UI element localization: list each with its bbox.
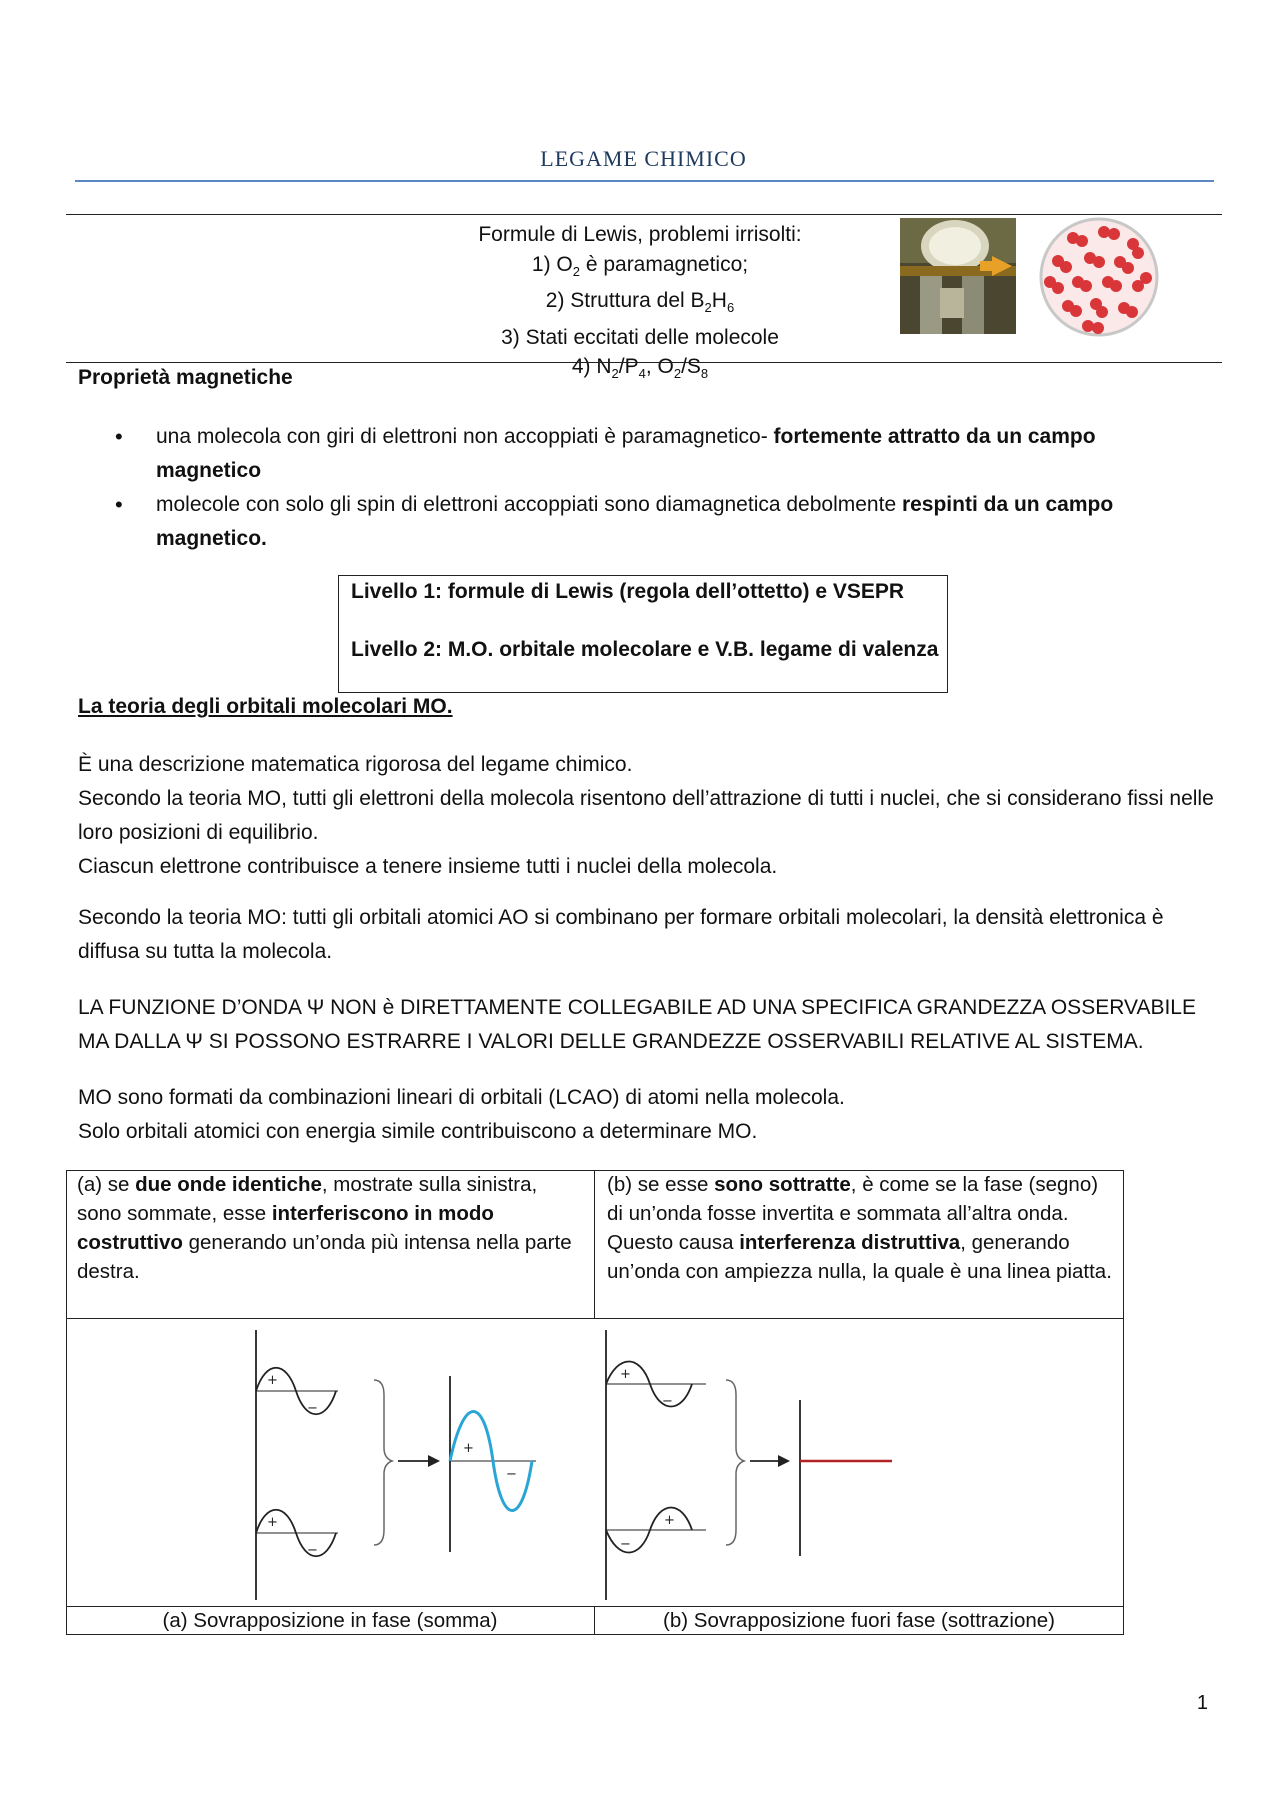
minus-sign: − <box>307 1401 318 1416</box>
intro-item-4: 4) $N_2/P_4$, $O_2/S_8$ <box>571 355 709 382</box>
constructive-interference-diagram <box>256 1330 536 1600</box>
level-1-text: Livello 1: formule di Lewis (regola dell’ottetto) e VSEPR <box>351 580 905 603</box>
table-caption-divider <box>66 1606 1124 1607</box>
intro-item-3: 3) Stati eccitati delle molecole <box>501 325 779 349</box>
list-item: • molecole con solo gli spin di elettroni accoppiati sono diamagnetica debolmente respinti da un campo magnetico. <box>78 488 1178 556</box>
level-2-text: Livello 2: M.O. orbitale molecolare e V.B. legame di valenza <box>351 638 939 661</box>
plus-sign: + <box>664 1513 675 1528</box>
interference-diagram <box>66 1320 1124 1606</box>
liquid-oxygen-photo <box>900 218 1016 334</box>
list-item: • una molecola con giri di elettroni non accoppiati è paramagnetico- fortemente attratto da un campo magnetico <box>78 420 1178 488</box>
title-rule <box>75 180 1214 182</box>
intro-bottom-rule <box>66 362 1222 363</box>
mo-p1-line1: È una descrizione matematica rigorosa del legame chimico. <box>78 753 633 776</box>
intro-heading: Formule di Lewis, problemi irrisolti: <box>478 223 802 246</box>
mo-p4-line1: MO sono formati da combinazioni lineari di orbitali (LCAO) di atomi nella molecola. <box>78 1086 845 1109</box>
levels-box <box>338 575 948 693</box>
table-row-divider <box>66 1318 1124 1319</box>
intro-list <box>380 220 900 389</box>
page-number: 1 <box>1196 1692 1208 1714</box>
cell-b-description: (b) se esse sono sottratte, è come se la fase (segno) di un’onda fosse invertita e sommata all’altra onda. Questo causa interferenza distruttiva, generando un’onda con ampiezza nulla, la quale è una linea piatta. <box>607 1173 1112 1283</box>
mo-p1-line3: Ciascun elettrone contribuisce a tenere insieme tutti i nuclei della molecola. <box>78 855 778 878</box>
mo-heading: La teoria degli orbitali molecolari MO. <box>78 695 453 718</box>
minus-sign: − <box>307 1543 318 1558</box>
mo-p4-line2: Solo orbitali atomici con energia simile contribuiscono a determinare MO. <box>78 1120 758 1143</box>
intro-top-rule <box>66 214 1222 215</box>
oxygen-molecules-illustration <box>1038 216 1160 338</box>
plus-sign: + <box>267 1515 278 1530</box>
caption-a: (a) Sovrapposizione in fase (somma) <box>162 1609 498 1632</box>
minus-sign: − <box>506 1467 517 1482</box>
mo-paragraph-2: Secondo la teoria MO: tutti gli orbitali atomici AO si combinano per formare orbitali molecolari, la densità elettronica è diffusa su tutta la molecola. <box>78 906 1164 963</box>
mo-paragraph-1 <box>78 748 1218 884</box>
page-title: LEGAME CHIMICO <box>540 146 747 171</box>
magnetic-bullet-list <box>78 420 1178 556</box>
intro-item-2: 2) Struttura del $B_2H_6$ <box>545 289 735 316</box>
mo-paragraph-4 <box>78 1081 1218 1149</box>
cell-a-description: (a) se due onde identiche, mostrate sulla sinistra, sono sommate, esse interferiscono in modo costruttivo generando un’onda più intensa nella parte destra. <box>77 1173 572 1283</box>
mo-paragraph-3: LA FUNZIONE D’ONDA Ψ NON è DIRETTAMENTE COLLEGABILE AD UNA SPECIFICA GRANDEZZA OSSERVABILE MA DALLA Ψ SI POSSONO ESTRARRE I VALORI DELLE GRANDEZZE OSSERVABILI RELATIVE AL SISTEMA. <box>78 996 1196 1053</box>
plus-sign: + <box>267 1373 278 1388</box>
minus-sign: − <box>620 1537 631 1552</box>
magnetic-heading: Proprietà magnetiche <box>78 366 293 389</box>
destructive-interference-diagram <box>606 1330 892 1600</box>
table-col-divider-top <box>594 1170 595 1318</box>
mo-p1-line2: Secondo la teoria MO, tutti gli elettroni della molecola risentono dell’attrazione di tutti i nuclei, che si considerano fissi nelle loro posizioni di equilibrio. <box>78 787 1214 844</box>
plus-sign: + <box>620 1367 631 1382</box>
plus-sign: + <box>463 1441 474 1456</box>
minus-sign: − <box>662 1394 673 1409</box>
intro-item-1: 1) $O_2$ è paramagnetico; <box>531 252 749 279</box>
caption-b: (b) Sovrapposizione fuori fase (sottrazione) <box>663 1609 1055 1632</box>
